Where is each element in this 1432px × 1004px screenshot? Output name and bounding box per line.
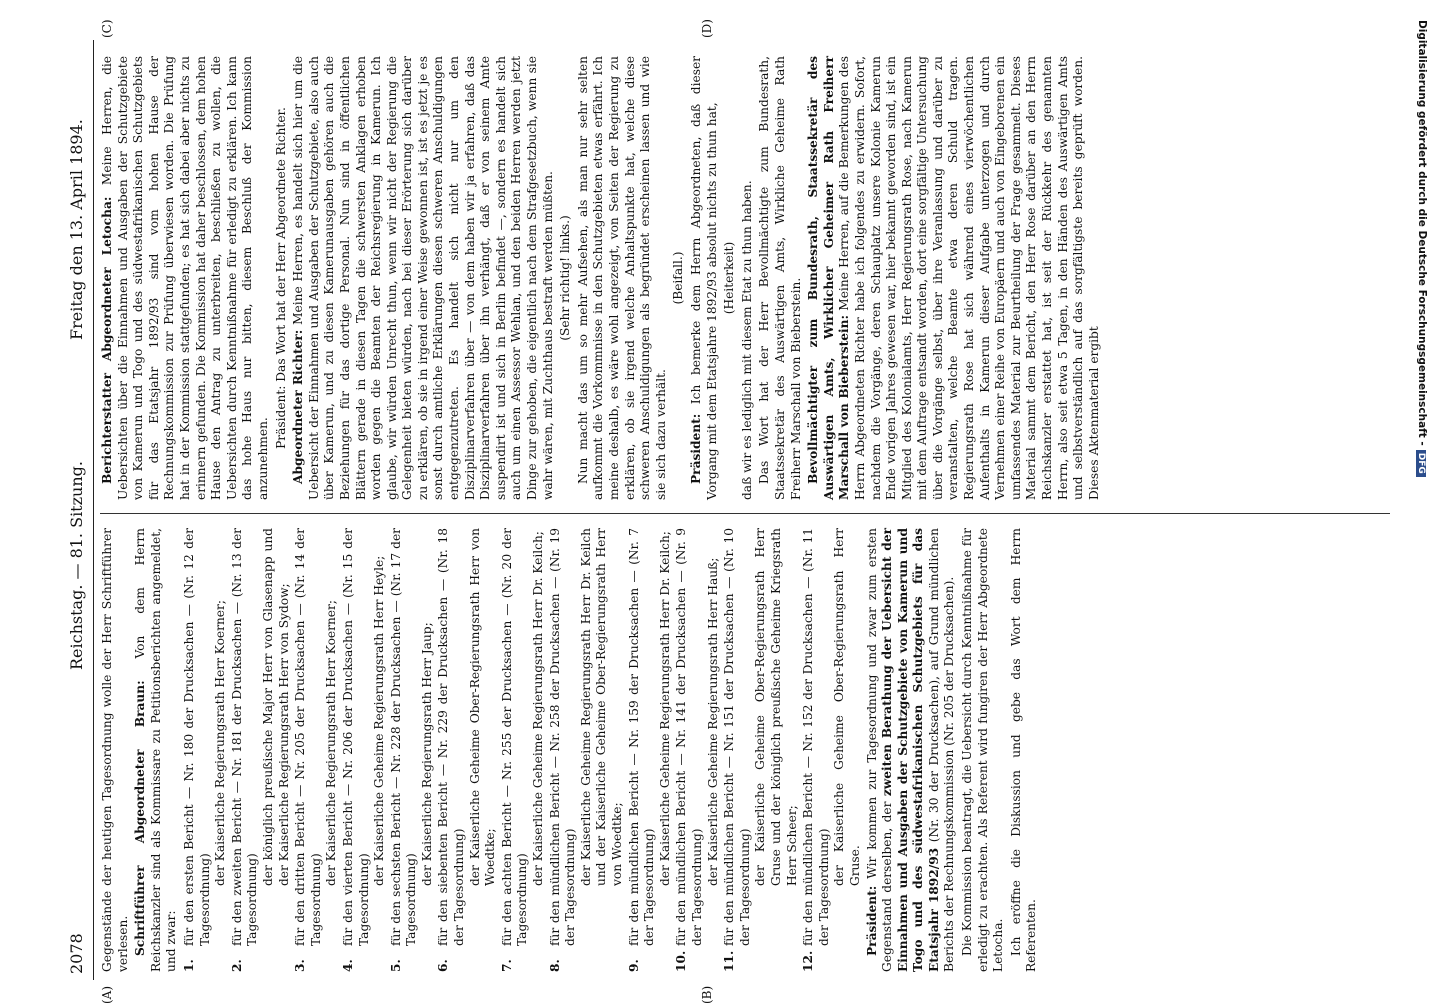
item-number: 1.: [181, 959, 196, 972]
list-item: [674, 528, 721, 972]
right-column: [100, 56, 1104, 500]
item-number: 4.: [340, 959, 355, 972]
reaction-sehr-richtig: (Sehr richtig! links.): [558, 215, 573, 341]
richter-text: Meine Herren, es handelt sich hier um die Uebersicht der Einnahmen und Ausgaben der Schutzgebiete, also auch über Kamerun, und zu diesen Kamerunausgaben gehören auch die Beziehungen für das dortige Personal. Nun sind in öffentlichen Blättern gerade in diesen Tagen die schwersten Anklagen erhoben worden gegen die Beamten der Reichsregierung in Kamerun. Ich glaube, wir würden Unrecht thun, wenn wir nicht der Regierung die Gelegenheit bieten würden, nach bei dieser Erörterung sich darüber zu erklären, ob sie in irgend einer Weise gewonnen ist, ist es jetzt je es sonst durch amtliche Erklärungen diesen schweren Anschuldigungen entgegenzutreten. Es handelt sich nicht nur um den Disziplinarverfahren über — von dem haben wir ja erfahren, daß das Disziplinarverfahren über ihn verhängt, daß er von seinem Amte suspendirt ist und sich in Berlin befindet —, sondern es handelt sich auch um einen Assessor Wehlan, und den beiden Herren werden jetzt Dinge zur gehoben, die eigentlich nach dem Strafgesetzbuch, wenn sie wahr wären, mit Zuchthaus bestraft werden müßten.: [291, 56, 555, 500]
margin-marker-d: (D): [700, 19, 714, 38]
item-text: für den mündlichen Bericht — Nr. 151 der Drucksachen — (Nr. 10 der Tagesordnung): [722, 528, 752, 946]
item-commissioner: der Kaiserliche Geheime Regierungsrath Herr Hauß;: [705, 557, 720, 886]
item-commissioner: der Kaiserliche Geheime Regierungsrath Herr Dr. Keilch;: [657, 531, 672, 886]
item-number: 3.: [293, 959, 308, 972]
speaker-text: Von dem Herrn Reichskanzler sind als Kommissare zu Petitionsberichten angemeldet, und zwar:: [133, 527, 179, 972]
item-commissioner: der Kaiserliche Geheime Regierungsrath Herr Dr. Keilch und der Kaiserliche Geheime Ober-Regierungsrath Herr von Woedtke;: [578, 528, 624, 886]
item-commissioner: der Kaiserliche Geheime Regierungsrath Herr Dr. Keilch;: [531, 531, 546, 886]
item-commissioner: der Kaiserliche Regierungsrath Herr Jaup;: [419, 622, 434, 886]
item-commissioner: der Kaiserliche Regierungsrath Herr Koerner;: [324, 600, 339, 886]
letocha-text: Meine Herren, die Uebersichten über die Einnahmen und Ausgaben der Schutzgebiete von Kamerun und Togo und des südwestafrikanischen Schutzgebiets für das Etatsjahr 1892/93 sind vom hohen Hause der Rechnungskommission zur Prüfung überwiesen worden. Die Prüfung hat in der Kommission stattgefunden; es hat sich dabei aber nichts zu erinnern gefunden. Die Kommission hat daher beschlossen, dem hohen Hause den Antrag zu unterbreiten, beschließen zu wollen, die Uebersichten durch Kenntnißnahme für erledigt zu erklären. Ich kann das hohe Haus nur bitten, diesem Beschluß der Kommission anzunehmen.: [100, 56, 270, 500]
list-item: [548, 528, 626, 972]
item-text: für den sechsten Bericht — Nr. 228 der Drucksachen — (Nr. 17 der Tagesordnung): [388, 528, 419, 946]
speaker-label: Schriftführer Abgeordneter Braun:: [133, 680, 148, 956]
item-text: für den mündlichen Bericht — Nr. 258 der Drucksachen — (Nr. 19 der Tagesordnung): [547, 528, 578, 946]
richter-paragraph: [291, 56, 556, 500]
reaction-beifall: (Beifall.): [671, 251, 686, 305]
speaker-paragraph: [133, 528, 180, 972]
dfg-side-note-text: [1416, 20, 1428, 1000]
list-item: [293, 528, 340, 972]
president-text-2: (Nr. 30 der Drucksachen), auf Grund mündlichen Berichts der Rechnungskommission (Nr. 205 der Drucksachen).: [926, 528, 957, 972]
intro-paragraph: Gegenstände der heutigen Tagesordnung wolle der Herr Schriftführer verlesen.: [100, 528, 130, 972]
president-gives-word: Präsident: Das Wort hat der Herr Abgeordnete Richter.: [273, 107, 288, 449]
dfg-text: Digitalisierung gefördert durch die Deutsche Forschungsgemeinschaft -: [1416, 20, 1428, 446]
president-remark-continuation: daß wir es lediglich mit diesem Etat zu thun haben.: [739, 180, 754, 500]
letocha-paragraph: [100, 56, 272, 500]
president-agenda-title: zweiten Berathung der Uebersicht der Einnahmen und Ausgaben der Schutzgebiete von Kamerun und Togo und des südwestafrikanischen Schutzgebiets für das Etatsjahr 1892/93: [880, 527, 941, 972]
richter-label: Abgeordneter Richter:: [291, 329, 306, 484]
reaction-heiterkeit: (Heiterkeit): [722, 241, 737, 315]
item-number: 11.: [722, 950, 737, 972]
page-number: 2078: [67, 933, 86, 974]
commissioner-list: [182, 528, 864, 972]
item-number: 12.: [801, 950, 816, 972]
item-number: 9.: [626, 959, 641, 972]
column-divider: [100, 513, 1390, 514]
item-text: für den zweiten Bericht — Nr. 181 der Drucksachen — (Nr. 13 der Tagesordnung): [229, 528, 260, 946]
margin-marker-a: (A): [100, 985, 114, 1004]
president-text-1: Wir kommen zur Tagesordnung und zwar zum ersten Gegenstand derselben, der: [864, 528, 895, 972]
president-remark-label: Präsident:: [688, 413, 703, 484]
richter-paragraph-2: Nun macht das um so mehr Aufsehen, als man nur sehr selten aufkommt die Vorkommnisse in den Schutzgebieten etwas erfährt. Ich meine deshalb, es wäre wohl angezeigt, von Seiten der Regierung zu erklären, ob sie irgend welche Anhaltspunkte hat, welche diese schweren Anschuldigungen als begründet erscheinen lassen und wie sie sich dazu verhält.: [575, 56, 668, 500]
list-item: [627, 528, 674, 972]
list-item: [500, 528, 547, 972]
letocha-label: Berichterstatter Abgeordneter Letocha:: [100, 196, 114, 484]
list-item: [230, 528, 292, 972]
item-text: für den ersten Bericht — Nr. 180 der Drucksachen — (Nr. 12 der Tagesordnung): [181, 528, 212, 946]
item-text: für den achten Bericht — Nr. 255 der Drucksachen — (Nr. 20 der Tagesordnung): [499, 528, 530, 946]
item-number: 7.: [499, 959, 514, 972]
item-number: 2.: [229, 959, 244, 972]
item-number: 5.: [388, 959, 403, 972]
list-item: [389, 528, 436, 972]
dfg-logo: DFG: [1416, 450, 1426, 477]
margin-marker-b: (B): [700, 985, 714, 1004]
margin-marker-c: (C): [100, 19, 114, 38]
item-commissioner: der Kaiserliche Geheime Regierungsrath Herr Heyle;: [372, 555, 387, 886]
left-column: [100, 528, 1042, 972]
item-text: für den dritten Bericht — Nr. 205 der Drucksachen — (Nr. 14 der Tagesordnung): [293, 528, 323, 946]
list-item: [182, 528, 229, 972]
item-number: 10.: [674, 950, 689, 972]
closing-paragraph-2: Ich eröffne die Diskussion und gebe das Wort dem Herrn Referenten.: [1008, 528, 1039, 972]
item-text: für den vierten Bericht — Nr. 206 der Drucksachen — (Nr. 15 der Tagesordnung): [340, 528, 371, 946]
president-remark-text: Ich bemerke dem Herrn Abgeordneten, daß dieser Vorgang mit dem Etatsjahre 1892/93 absolut nichts zu thun hat,: [688, 56, 719, 500]
header-rule: [93, 40, 94, 980]
item-text: für den mündlichen Bericht — Nr. 141 der Drucksachen — (Nr. 9 der Tagesordnung): [674, 528, 704, 946]
president-remark-paragraph: [689, 56, 720, 500]
president-label: Präsident:: [864, 885, 879, 956]
running-head: Reichstag. — 81. Sitzung.: [67, 461, 86, 670]
marschall-label: Bevollmächtigter zum Bundesrath, Staatssekretär des Auswärtigen Amts, Wirklicher Geheimer Rath Freiherr Marschall von Bieberstein:: [806, 56, 852, 500]
item-commissioner: der Kaiserliche Regierungsrath Herr Koerner;: [213, 600, 228, 886]
list-item: [722, 528, 800, 972]
item-number: 8.: [547, 959, 562, 972]
list-item: [436, 528, 498, 972]
list-item: [341, 528, 388, 972]
dfg-side-note: [1414, 20, 1430, 1000]
item-commissioner: der Kaiserliche Geheime Ober-Regierungsrath Herr von Woedtke;: [467, 528, 498, 886]
item-commissioner: der königlich preußische Major Herr von Glasenapp und der Kaiserliche Regierungsrath Herr von Sydow;: [260, 528, 291, 886]
president-paragraph: [865, 528, 959, 972]
president-gives-word-marschall: Das Wort hat der Herr Bevollmächtigte zum Bundesrath, Staatssekretär des Auswärtigen Amts, Wirkliche Geheime Rath Freiherr Marschall von Bieberstein.: [757, 56, 803, 500]
closing-paragraph-1: Die Kommission beantragt, die Uebersicht durch Kenntnißnahme für erledigt zu erachten. Als Referent wird fungiren der Herr Abgeordnete Letocha.: [960, 528, 1006, 972]
item-commissioner: der Kaiserliche Geheime Ober-Regierungsrath Herr Gruse.: [832, 528, 862, 886]
marschall-text: Meine Herren, auf die Bemerkungen des Herrn Abgeordneten Richter habe ich folgendes zu erwidern. Sofort, nachdem die Vorgänge, deren Schauplatz unsere Kolonie Kamerun Ende vorigen Jahres gewesen war, hier bekannt geworden sind, ist ein Mitglied des Kolonialamts, Herr Regierungsrath Rose, nach Kamerun mit dem Auftrage entsandt worden, dort eine sorgfältige Untersuchung über die Vorgänge selbst, über ihre Veranlassung und darüber zu veranstalten, welche Beamte etwa deren Schuld tragen. Regierungsrath Rose hat sich während eines vierwöchentlichen Aufenthalts in Kamerun dieser Aufgabe unterzogen und durch Vernehmen einer Reihe von Europäern und auch von Eingeborenen ein umfassendes Material zur Beurtheilung der Frage gesammelt. Dieses Material sammt dem Bericht, den Herr Rose darüber an den Herrn Reichskanzler erstattet hat, ist seit der Rückkehr des genannten Herrn, also seit etwa 5 Tagen, in den Händen des Auswärtigen Amts und selbstverständlich auf das sorgfältigste bereits geprüft worden. Dieses Aktenmaterial ergibt: [837, 56, 1101, 500]
item-text: für den siebenten Bericht — Nr. 229 der Drucksachen — (Nr. 18 der Tagesordnung): [436, 528, 467, 946]
item-number: 6.: [436, 959, 451, 972]
item-text: für den mündlichen Bericht — Nr. 159 der Drucksachen — (Nr. 7 der Tagesordnung): [626, 528, 657, 946]
item-text: für den mündlichen Bericht — Nr. 152 der Drucksachen — (Nr. 11 der Tagesordnung): [801, 528, 831, 946]
marschall-paragraph: [806, 56, 1102, 500]
page-date: Freitag den 13. April 1894.: [67, 119, 86, 340]
list-item: [801, 528, 863, 972]
item-commissioner: der Kaiserliche Geheime Ober-Regierungsrath Herr Gruse und der königlich preußische Geheime Kriegsrath Herr Scheer;: [753, 528, 799, 886]
